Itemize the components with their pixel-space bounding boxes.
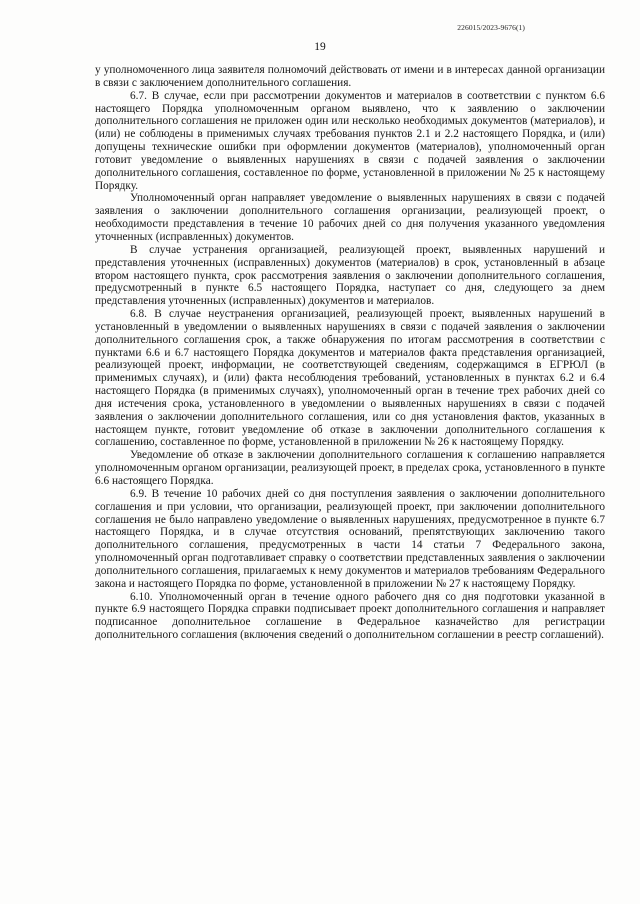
paragraph-continuation: у уполномоченного лица заявителя полномочий действовать от имени и в интересах данной организации в связи с заключением дополнительного соглашения. [95, 64, 605, 89]
paragraph-6-7: 6.7. В случае, если при рассмотрении документов и материалов в соответствии с пунктом 6.6 настоящего Порядка уполномоченным органом выявлено, что к заявлению о заключении дополнительного соглашения не приложен один или несколько необходимых документов (материалов), и (или) не соблюдены в применимых случаях требования пунктов 2.1 и 2.2 настоящего Порядка, и (или) допущены технические ошибки при оформлении документов (материалов), уполномоченный орган готовит уведомление о выявленных нарушениях в связи с подачей заявления о заключении дополнительного соглашения, составленное по форме, установленной в приложении № 25 к настоящему Порядку. [95, 89, 605, 192]
paragraph-6-8: 6.8. В случае неустранения организацией, реализующей проект, выявленных нарушений в установленный в уведомлении о выявленных нарушениях в связи с подачей заявления о заключении дополнительного соглашения срок, а также обнаружения по итогам рассмотрения в соответствии с пунктами 6.6 и 6.7 настоящего Порядка документов и материалов факта представления организацией, реализующей проект, информации, не соответствующей сведениям, содержащимся в ЕГРЮЛ (в применимых случаях), и (или) факта несоблюдения требований, установленных в пунктах 6.2 и 6.4 настоящего Порядка (в применимых случаях), уполномоченный орган в течение трех рабочих дней со дня истечения срока, установленного в уведомлении о выявленных нарушениях в связи с подачей заявления о заключении дополнительного соглашения, или со дня установления фактов, указанных в настоящем пункте, готовит уведомление об отказе в заключении дополнительного соглашения к соглашению, составленное по форме, установленной в приложении № 26 к настоящему Порядку. [95, 308, 605, 449]
document-id: 226015/2023-9676(1) [457, 23, 525, 32]
paragraph-6-7-notice: Уполномоченный орган направляет уведомление о выявленных нарушениях в связи с подачей заявления о заключении дополнительного соглашения организации, реализующей проект, о необходимости представления в течение 10 рабочих дней со дня получения указанного уведомления уточненных (исправленных) документов. [95, 192, 605, 243]
document-body [95, 64, 605, 642]
paragraph-6-10: 6.10. Уполномоченный орган в течение одного рабочего дня со дня подготовки указанной в пункте 6.9 настоящего Порядка справки подписывает проект дополнительного соглашения и направляет подписанное дополнительное соглашение в Федеральное казначейство для регистрации дополнительного соглашения (включения сведений о дополнительном соглашении в реестр соглашений). [95, 590, 605, 642]
page-number: 19 [314, 41, 326, 53]
paragraph-6-8-refusal: Уведомление об отказе в заключении дополнительного соглашения к соглашению направляется уполномоченным органом организации, реализующей проект, в пределах срока, установленного в пункте 6.6 настоящего Порядка. [95, 449, 605, 487]
paragraph-6-9: 6.9. В течение 10 рабочих дней со дня поступления заявления о заключении дополнительного соглашения и при условии, что организации, реализующей проект, при заключении дополнительного соглашения не было направлено уведомление о выявленных нарушениях, предусмотренное в пункте 6.7 настоящего Порядка, и в случае отсутствия оснований, препятствующих заключению такого дополнительного соглашения, предусмотренных в части 14 статьи 7 Федерального закона, уполномоченный орган подготавливает справку о соответствии представленных заявления о заключении дополнительного соглашения, прилагаемых к нему документов и материалов требованиям Федерального закона и настоящего Порядка по форме, установленной в приложении № 27 к настоящему Порядку. [95, 487, 605, 590]
paragraph-6-7-remedy: В случае устранения организацией, реализующей проект, выявленных нарушений и представления уточненных (исправленных) документов (материалов) в срок, установленный в абзаце втором настоящего пункта, срок рассмотрения заявления о заключении дополнительного соглашения, предусмотренный в пункте 6.5 настоящего Порядка, наступает со дня, следующего за днем представления уточненных (исправленных) документов и материалов. [95, 243, 605, 308]
